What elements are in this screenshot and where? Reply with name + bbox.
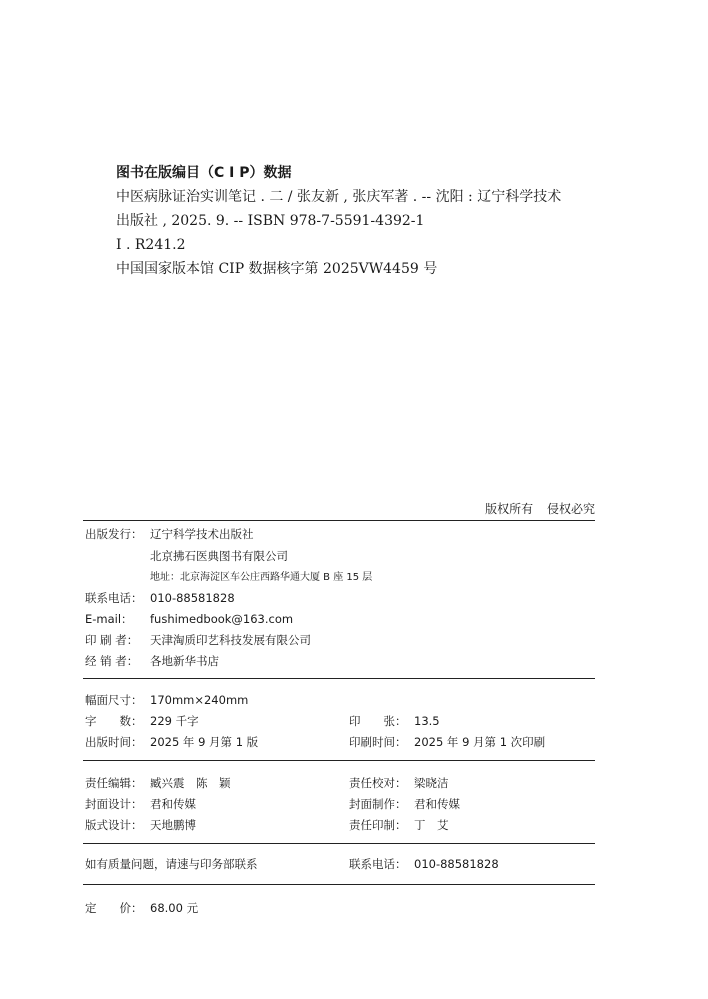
email-value: fushimedbook@163.com	[150, 612, 294, 626]
seller-row	[85, 651, 219, 671]
publisher-co-row	[150, 546, 288, 566]
phone-label: 联系电话：	[85, 591, 143, 605]
layout-row	[85, 815, 196, 835]
pubtime-label: 出版时间：	[85, 735, 143, 749]
divider	[83, 884, 595, 885]
proof-label: 责任校对：	[349, 776, 407, 790]
quality-row	[85, 854, 258, 874]
quality-text: 如有质量问题，请速与印务部联系	[85, 857, 258, 871]
print-resp-row	[349, 815, 449, 835]
address-row	[150, 568, 372, 588]
seller-value: 各地新华书店	[150, 654, 219, 668]
layout-label: 版式设计：	[85, 818, 143, 832]
cover-make-row	[349, 794, 460, 814]
email-label: E-mail：	[85, 612, 133, 626]
printtime-value: 2025 年 9 月第 1 次印刷	[414, 735, 546, 749]
size-value: 170mm×240mm	[150, 693, 249, 707]
phone-value: 010-88581828	[150, 591, 235, 605]
seller-label: 经 销 者：	[85, 654, 139, 668]
editor-label: 责任编辑：	[85, 776, 143, 790]
cip-block	[116, 161, 616, 281]
rights-text-a: 版权所有	[485, 502, 534, 516]
size-label: 幅面尺寸：	[85, 693, 143, 707]
cip-line-1: 中医病脉证治实训笔记 . 二 / 张友新 , 张庆军著 . -- 沈阳 : 辽宁科学技术	[116, 189, 562, 205]
publisher-row	[85, 524, 254, 544]
cip-heading: 图书在版编目（C I P）数据	[116, 165, 292, 181]
publisher-address: 地址：北京海淀区车公庄西路华通大厦 B 座 15 层	[150, 572, 373, 583]
phone-row	[85, 588, 235, 608]
proof-value: 梁晓洁	[414, 776, 449, 790]
email-row	[85, 609, 293, 629]
cip-line-4: 中国国家版本馆 CIP 数据核字第 2025VW4459 号	[116, 261, 438, 277]
publisher-label: 出版发行：	[85, 527, 143, 541]
editor-value: 臧兴震 陈 颖	[150, 776, 231, 790]
price-row	[85, 898, 198, 918]
printtime-row	[349, 732, 545, 752]
printtime-label: 印刷时间：	[349, 735, 407, 749]
layout-value: 天地鹏博	[150, 818, 196, 832]
size-row	[85, 690, 248, 710]
pubtime-row	[85, 732, 258, 752]
sheets-value: 13.5	[414, 714, 440, 728]
cip-line-3: Ⅰ . R241.2	[116, 237, 186, 253]
rights-text-b: 侵权必究	[546, 502, 595, 516]
printer-value: 天津淘质印艺科技发展有限公司	[150, 633, 311, 647]
proof-row	[349, 773, 449, 793]
printer-label: 印 刷 者：	[85, 633, 139, 647]
cip-line-2: 出版社 , 2025. 9. -- ISBN 978-7-5591-4392-1	[116, 213, 425, 229]
cover-make-label: 封面制作：	[349, 797, 407, 811]
publisher-co: 北京拂石医典图书有限公司	[150, 549, 288, 563]
price-label: 定 价：	[85, 901, 143, 915]
words-row	[85, 711, 199, 731]
quality-phone-label: 联系电话：	[349, 857, 407, 871]
print-resp-value: 丁 艾	[414, 818, 449, 832]
quality-phone-row	[349, 854, 499, 874]
words-label: 字 数：	[85, 714, 143, 728]
price-value: 68.00 元	[150, 901, 199, 915]
cover-design-label: 封面设计：	[85, 797, 143, 811]
words-value: 229 千字	[150, 714, 199, 728]
divider	[83, 843, 595, 844]
rights-notice	[475, 500, 595, 517]
sheets-label: 印 张：	[349, 714, 407, 728]
cover-design-value: 君和传媒	[150, 797, 196, 811]
editor-row	[85, 773, 231, 793]
divider	[83, 760, 595, 761]
pubtime-value: 2025 年 9 月第 1 版	[150, 735, 259, 749]
quality-phone-value: 010-88581828	[414, 857, 499, 871]
divider	[83, 520, 595, 521]
cover-make-value: 君和传媒	[414, 797, 460, 811]
print-resp-label: 责任印制：	[349, 818, 407, 832]
cover-design-row	[85, 794, 196, 814]
sheets-row	[349, 711, 440, 731]
divider	[83, 678, 595, 679]
printer-row	[85, 630, 311, 650]
publisher-name: 辽宁科学技术出版社	[150, 527, 254, 541]
